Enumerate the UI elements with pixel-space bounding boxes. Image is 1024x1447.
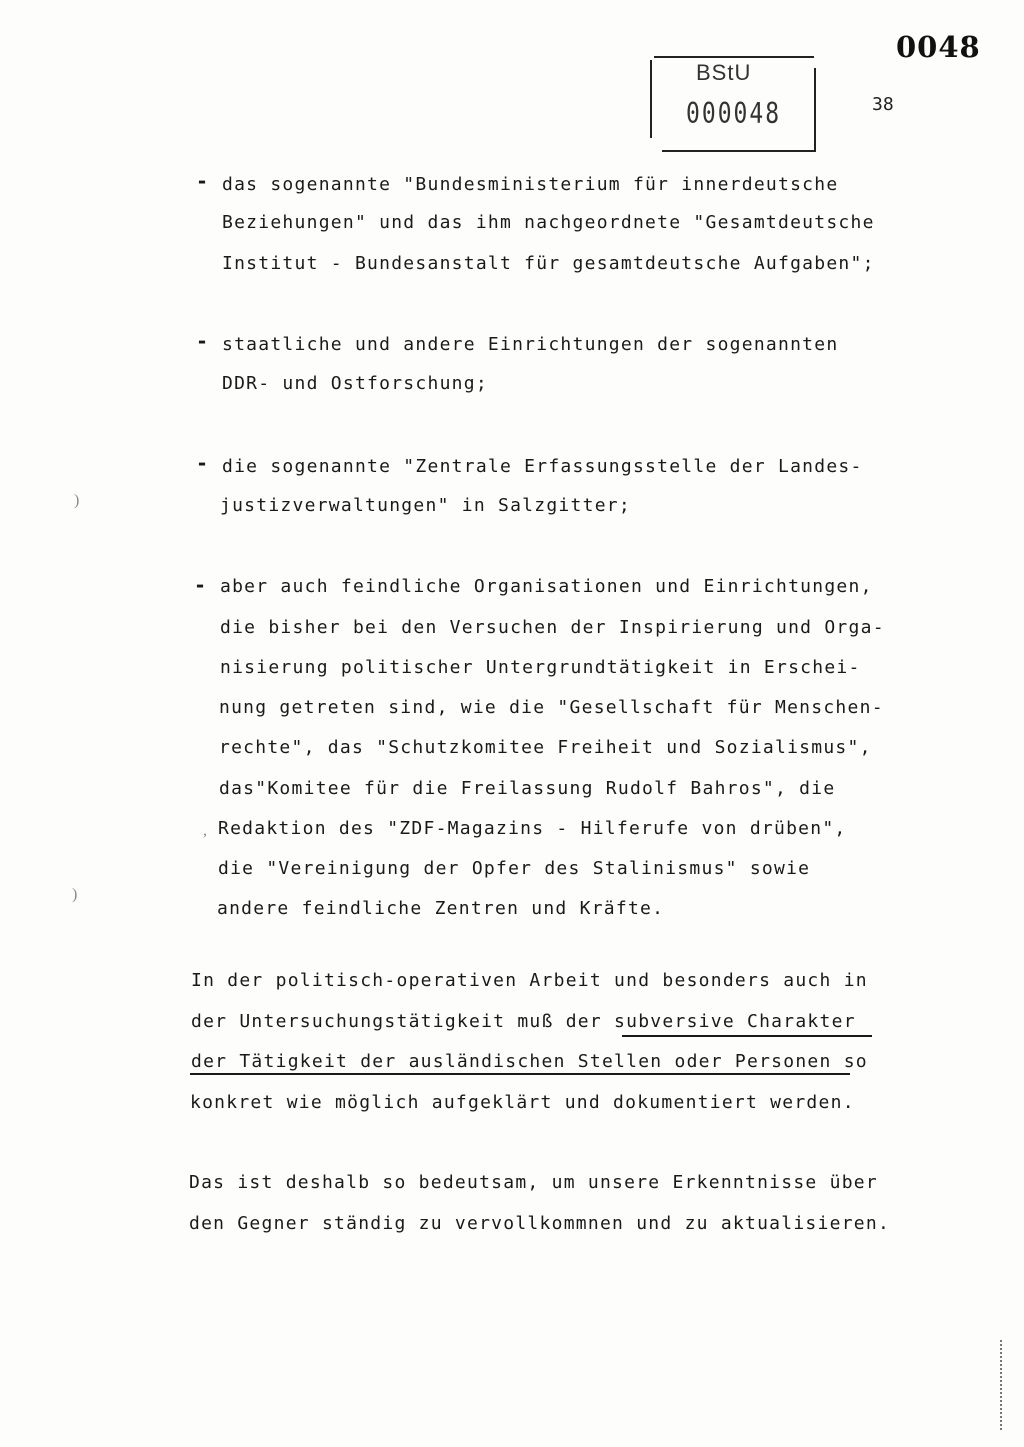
- bullet-dash: -: [194, 573, 207, 597]
- stamp-label: BStU: [696, 60, 752, 85]
- text-line: konkret wie möglich aufgeklärt und dokumentiert werden.: [190, 1092, 855, 1113]
- text-line: DDR- und Ostforschung;: [222, 373, 488, 394]
- text-line: die "Vereinigung der Opfer des Stalinismus" sowie: [218, 858, 811, 879]
- text-line: Redaktion des "ZDF-Magazins - Hilferufe von drüben",: [218, 818, 847, 839]
- archive-page-number: 0048: [896, 30, 981, 64]
- bullet-dash: -: [196, 329, 209, 353]
- text-line: das sogenannte "Bundesministerium für innerdeutsche: [222, 174, 839, 195]
- text-line: die bisher bei den Versuchen der Inspirierung und Orga-: [220, 617, 885, 638]
- text-line: den Gegner ständig zu vervollkommnen und zu aktualisieren.: [189, 1213, 891, 1234]
- page-number: 38: [872, 94, 894, 115]
- stamp-border-right: [814, 68, 816, 152]
- text-line: Institut - Bundesanstalt für gesamtdeutsche Aufgaben";: [222, 253, 875, 274]
- text-line: Das ist deshalb so bedeutsam, um unsere Erkenntnisse über: [189, 1172, 878, 1193]
- text-line: Beziehungen" und das ihm nachgeordnete "Gesamtdeutsche: [222, 212, 875, 233]
- text-line: staatliche und andere Einrichtungen der sogenannten: [222, 334, 839, 355]
- margin-dots: [1000, 1340, 1004, 1430]
- text-line: rechte", das "Schutzkomitee Freiheit und Sozialismus",: [219, 737, 872, 758]
- text-line: das"Komitee für die Freilassung Rudolf Bahros", die: [219, 778, 836, 799]
- bullet-dash: -: [196, 169, 209, 193]
- stamp-border-top: [654, 56, 814, 58]
- text-line: justizverwaltungen" in Salzgitter;: [220, 495, 631, 516]
- margin-mark: ): [72, 886, 78, 903]
- bstu-stamp: [648, 56, 816, 152]
- stamp-border-left: [650, 60, 652, 138]
- bullet-dash: -: [196, 451, 209, 475]
- text-line: In der politisch-operativen Arbeit und besonders auch in: [191, 970, 868, 991]
- text-line: andere feindliche Zentren und Kräfte.: [217, 898, 665, 919]
- text-line: die sogenannte "Zentrale Erfassungsstelle der Landes-: [222, 456, 863, 477]
- text-line: nisierung politischer Untergrundtätigkeit in Erschei-: [220, 657, 861, 678]
- margin-mark: ,: [203, 822, 207, 839]
- stamp-number: 000048: [686, 98, 782, 131]
- margin-mark: ): [74, 492, 80, 509]
- text-line: nung getreten sind, wie die "Gesellschaft für Menschen-: [219, 697, 884, 718]
- underline-mark: [622, 1035, 872, 1037]
- text-line: aber auch feindliche Organisationen und Einrichtungen,: [220, 576, 873, 597]
- text-line: der Tätigkeit der ausländischen Stellen oder Personen so: [191, 1051, 868, 1072]
- text-line: der Untersuchungstätigkeit muß der subversive Charakter: [191, 1011, 856, 1032]
- stamp-border-bottom: [662, 150, 814, 152]
- underline-mark: [190, 1073, 850, 1075]
